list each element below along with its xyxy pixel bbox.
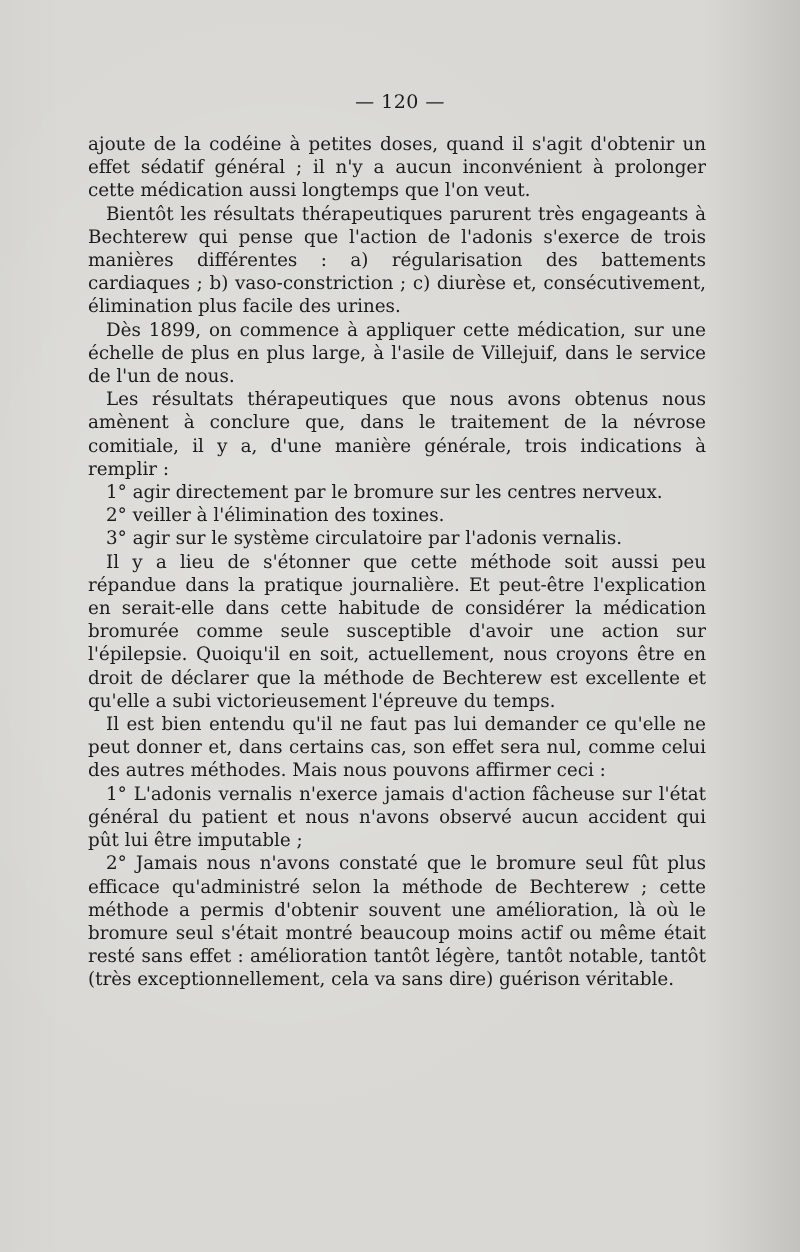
paragraph-three-indications: Les résultats thérapeutiques que nous avons obtenus nous amènent à conclure que, dans le traitement de la névrose comitiale, il y a, d'une manière générale, trois indications à remplir : (88, 389, 706, 480)
paragraph-limitations: Il est bien entendu qu'il ne faut pas lui demander ce qu'elle ne peut donner et, dans certains cas, son effet sera nul, comme celui des autres méthodes. Mais nous pouvons affirmer ceci : (88, 714, 706, 782)
paragraph-villejuif-1899: Dès 1899, on commence à appliquer cette médication, sur une échelle de plus en plus large, à l'asile de Villejuif, dans le service de l'un de nous. (88, 319, 706, 388)
indication-item-1: 1° agir directement par le bromure sur les centres nerveux. (106, 482, 663, 504)
indication-item-2: 2° veiller à l'élimination des toxines. (106, 505, 445, 527)
indication-item-3: 3° agir sur le système circulatoire par l'adonis vernalis. (106, 528, 623, 550)
paragraph-method-spread: Il y a lieu de s'étonner que cette méthode soit aussi peu répandue dans la pratique journalière. Et peut-être l'explication en serait-elle dans cette habitude de considérer la médication bromurée comme seule susceptible d'avoir une action sur l'épilepsie. Quoiqu'il en soit, actuellement, nous croyons être en droit de déclarer que la méthode de Bechterew est excellente et qu'elle a subi victorieusement l'épreuve du temps. (88, 551, 706, 712)
paragraph-continuation: ajoute de la codéine à petites doses, quand il s'agit d'obtenir un effet sédatif général ; il n'y a aucun inconvénient à prolonger cette médication aussi longtemps que l'on veut. (88, 134, 706, 202)
affirmation-item-1: 1° L'adonis vernalis n'exerce jamais d'action fâcheuse sur l'état général du patient et nous n'avons observé aucun accident qui pût lui être imputable ; (88, 783, 706, 852)
affirmation-item-2: 2° Jamais nous n'avons constaté que le bromure seul fût plus efficace qu'administré selon la méthode de Bechterew ; cette méthode a permis d'obtenir souvent une amélioration, là où le bromure seul s'était montré beaucoup moins actif ou même était resté sans effet : amélioration tantôt légère, tantôt notable, tantôt (très exceptionnellement, cela va sans dire) guérison véritable. (88, 853, 706, 991)
page-number: — 120 — (355, 91, 445, 113)
body-text (88, 133, 706, 992)
paragraph-bechterew-results: Bientôt les résultats thérapeutiques parurent très engageants à Bechterew qui pense que l'action de l'adonis s'exerce de trois manières différentes : a) régularisation des battements cardiaques ; b) vaso-constriction ; c) diurèse et, consécutivement, élimination plus facile des urines. (88, 203, 706, 318)
